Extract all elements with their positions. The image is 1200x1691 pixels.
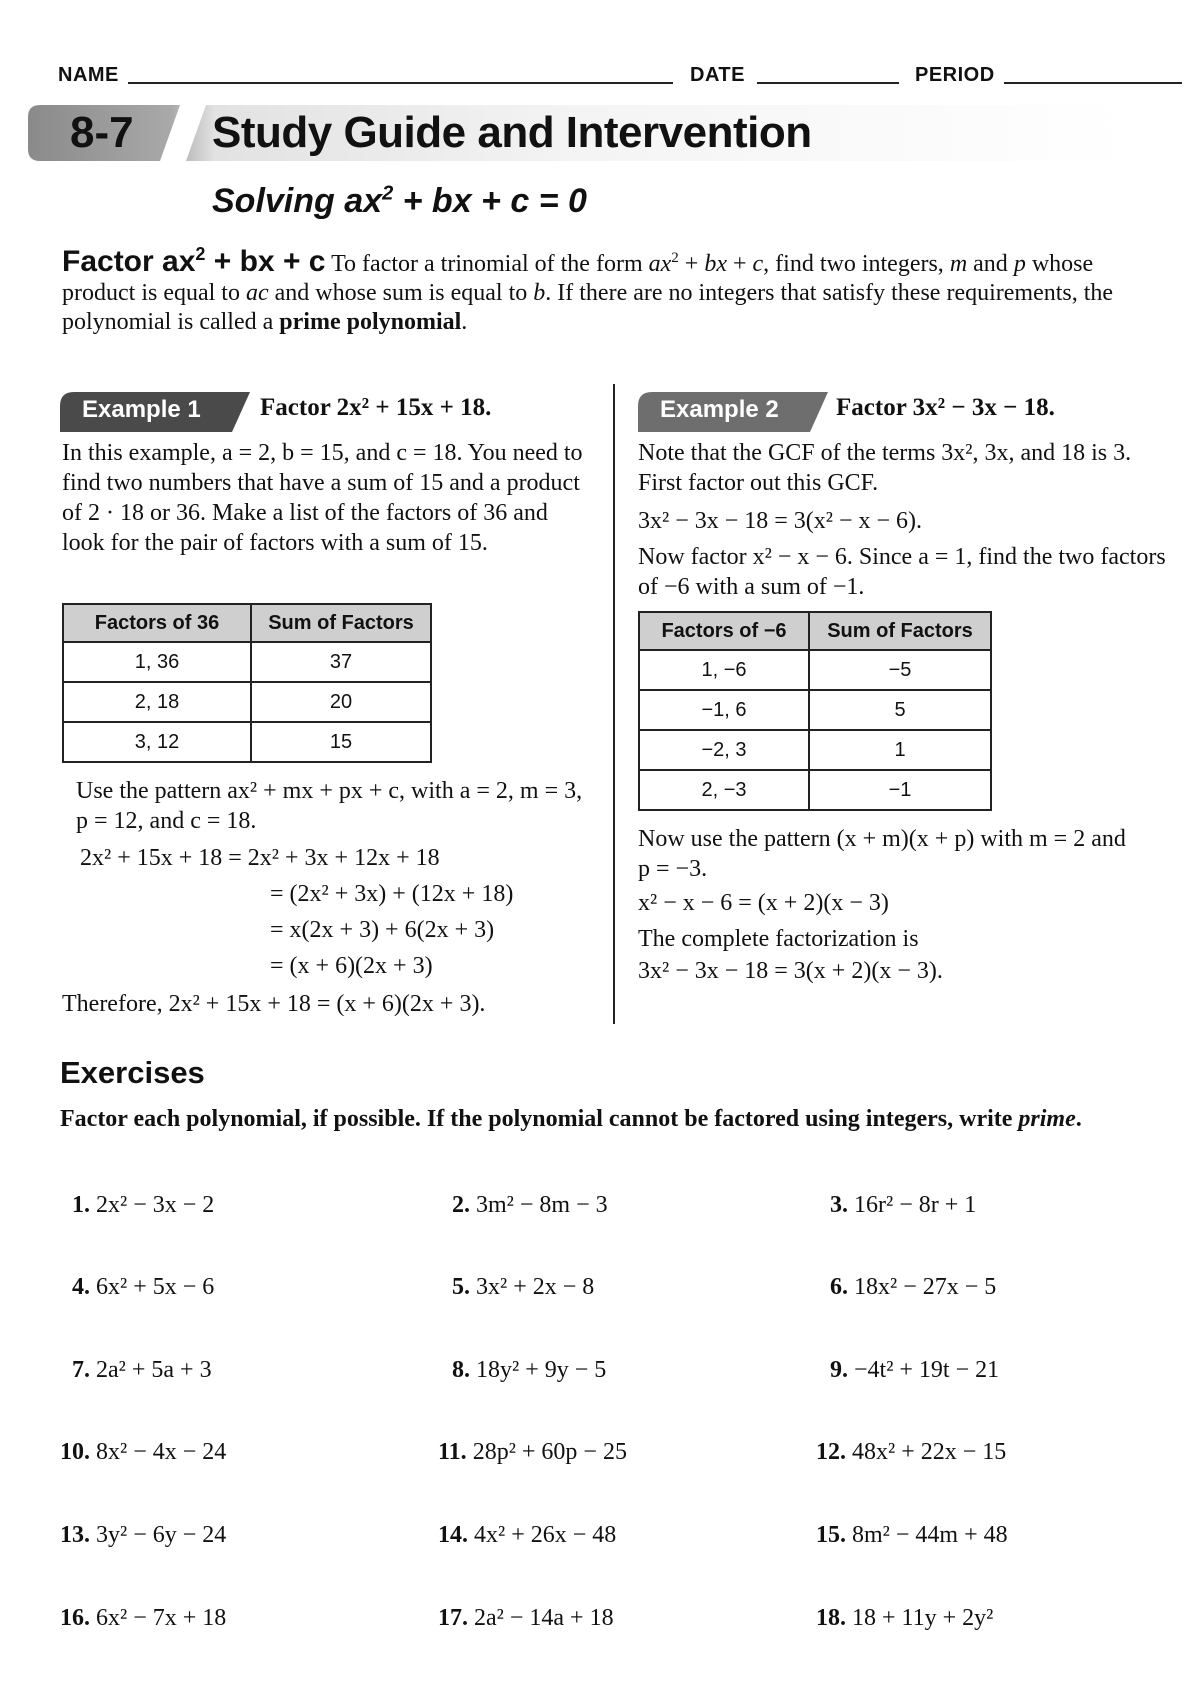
period-field[interactable] xyxy=(1004,82,1182,84)
example2-table xyxy=(638,611,992,811)
example1-step: = (2x² + 3x) + (12x + 18) xyxy=(270,881,514,907)
example1-pattern: Use the pattern ax² + mx + px + c, with a = 2, m = 3, p = 12, and c = 18. xyxy=(76,778,583,834)
exercise-item: 8. 18y² + 9y − 5 xyxy=(452,1357,607,1383)
exercise-item: 13. 3y² − 6y − 24 xyxy=(60,1522,227,1548)
date-field[interactable] xyxy=(757,82,899,84)
table-row: −2, 3 1 xyxy=(639,730,991,770)
subtitle-prefix: Solving ax xyxy=(212,182,383,220)
example1-step: = (x + 6)(2x + 3) xyxy=(270,953,433,979)
example2-tag-label: Example 2 xyxy=(660,396,779,423)
example2-line2: x² − x − 6 = (x + 2)(x − 3) xyxy=(638,890,889,916)
example2-para3: Now use the pattern (x + m)(x + p) with m = 2 and p = −3. xyxy=(638,826,1126,882)
table-row: 2, 18 20 xyxy=(63,682,431,722)
example1-paragraph: In this example, a = 2, b = 15, and c = 18. You need to find two numbers that have a sum of 15 and a product of 2 · 18 or 36. Make a list of the factors of 36 and look for the pair of factors with a sum of 15. xyxy=(62,440,583,556)
exercise-item: 15. 8m² − 44m + 48 xyxy=(816,1522,1008,1548)
exercise-item: 9. −4t² + 19t − 21 xyxy=(830,1357,1000,1383)
exercise-item: 6. 18x² − 27x − 5 xyxy=(830,1274,997,1300)
exercise-item: 16. 6x² − 7x + 18 xyxy=(60,1605,227,1631)
period-label: PERIOD xyxy=(915,64,995,86)
exercises-instruction: Factor each polynomial, if possible. If the polynomial cannot be factored using integers, write prime. xyxy=(60,1106,1082,1132)
example1-heading: Factor 2x² + 15x + 18. xyxy=(260,394,492,421)
example1-step: 2x² + 15x + 18 = 2x² + 3x + 12x + 18 xyxy=(80,845,440,871)
exercise-item: 7. 2a² + 5a + 3 xyxy=(72,1357,212,1383)
exercise-item: 10. 8x² − 4x − 24 xyxy=(60,1439,227,1465)
exercise-item: 2. 3m² − 8m − 3 xyxy=(452,1192,608,1218)
exercise-item: 4. 6x² + 5x − 6 xyxy=(72,1274,215,1300)
name-label: NAME xyxy=(58,64,119,86)
prime-word: prime xyxy=(1018,1106,1076,1132)
intro-paragraph: Factor $ax^2$ + bx + c To factor a trinomial of the form $ax^2$ + bx + c, find two integers, m and p whose product is equal to ac and whose sum is equal to b. If there are no integers that satisfy these requirements, the polynomial is called a prime polynomial. xyxy=(62,244,1114,335)
example2-para4: The complete factorization is xyxy=(638,926,919,952)
page-subtitle: Solving $ax^2$ + bx + c = 0 xyxy=(212,182,587,220)
table-header: Sum of Factors xyxy=(809,612,991,650)
prime-polynomial-term: prime polynomial xyxy=(279,309,462,335)
exercise-item: 18. 18 + 11y + 2y² xyxy=(816,1605,994,1631)
page-title: Study Guide and Intervention xyxy=(212,108,812,157)
table-row: 1, −6 −5 xyxy=(639,650,991,690)
exercise-item: 1. 2x² − 3x − 2 xyxy=(72,1192,215,1218)
example2-para1: Note that the GCF of the terms 3x², 3x, and 18 is 3. First factor out this GCF. xyxy=(638,440,1132,496)
exercise-item: 5. 3x² + 2x − 8 xyxy=(452,1274,595,1300)
exercise-item: 17. 2a² − 14a + 18 xyxy=(438,1605,614,1631)
exercises-title: Exercises xyxy=(60,1055,205,1090)
lesson-number: 8-7 xyxy=(70,108,134,157)
example2-line3: 3x² − 3x − 18 = 3(x + 2)(x − 3). xyxy=(638,958,943,984)
table-row: 3, 12 15 xyxy=(63,722,431,762)
example1-table xyxy=(62,603,432,763)
subtitle-suffix: + bx + c = 0 xyxy=(393,182,587,220)
example2-heading: Factor 3x² − 3x − 18. xyxy=(836,394,1055,421)
table-row: 2, −3 −1 xyxy=(639,770,991,810)
exercise-item: 12. 48x² + 22x − 15 xyxy=(816,1439,1007,1465)
exercise-item: 11. 28p² + 60p − 25 xyxy=(438,1439,627,1465)
example1-tag-label: Example 1 xyxy=(82,396,201,423)
exercise-item: 14. 4x² + 26x − 48 xyxy=(438,1522,617,1548)
table-row: 1, 36 37 xyxy=(63,642,431,682)
example1-conclusion: Therefore, 2x² + 15x + 18 = (x + 6)(2x + 3). xyxy=(62,991,486,1017)
table-header: Factors of 36 xyxy=(63,604,251,642)
name-field[interactable] xyxy=(128,82,673,84)
table-row: −1, 6 5 xyxy=(639,690,991,730)
intro-heading: Factor $ax^2$ + bx + c xyxy=(62,244,326,278)
table-header: Factors of −6 xyxy=(639,612,809,650)
table-header: Sum of Factors xyxy=(251,604,431,642)
example2-para2: Now factor x² − x − 6. Since a = 1, find the two factors of −6 with a sum of −1. xyxy=(638,544,1166,600)
example2-line1: 3x² − 3x − 18 = 3(x² − x − 6). xyxy=(638,508,923,534)
column-divider xyxy=(613,384,615,1024)
exercise-item: 3. 16r² − 8r + 1 xyxy=(830,1192,977,1218)
example1-step: = x(2x + 3) + 6(2x + 3) xyxy=(270,917,495,943)
date-label: DATE xyxy=(690,64,745,86)
